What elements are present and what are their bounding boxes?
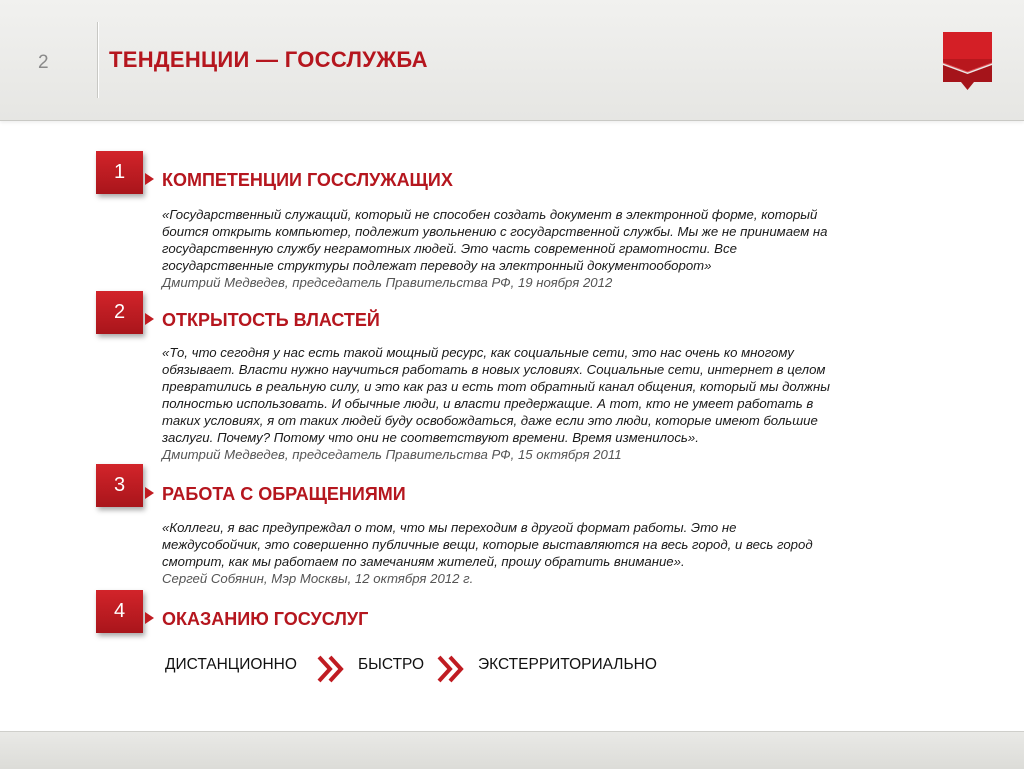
quote-line: превратились в реальную силу, и это как раз и есть тот обратный канал общения, который мы должны: [162, 379, 830, 394]
quote-line: государственные структуры подлежат переводу на электронный документооборот»: [162, 258, 712, 273]
double-chevron-right-icon: [316, 654, 348, 684]
quote-line: боится открыть компьютер, подлежит увольнению с государственной службы. Мы же не принимаем на: [162, 224, 828, 239]
section-number-badge-1: 1: [96, 151, 143, 194]
triangle-right-icon: [145, 612, 154, 624]
quote-line: «Государственный служащий, который не способен создать документ в электронной форме, который: [162, 207, 818, 222]
quote-line: полностью использовать. И обычные люди, и власти предержащие. А тот, кто не умеет работать в: [162, 396, 814, 411]
double-chevron-right-icon: [436, 654, 468, 684]
quote-block-3: [162, 519, 892, 587]
slide-title: ТЕНДЕНЦИИ — ГОССЛУЖБА: [109, 47, 428, 72]
quote-block-1: [162, 206, 892, 291]
section-title-1: КОМПЕТЕНЦИИ ГОССЛУЖАЩИХ: [162, 170, 453, 190]
quote-source: Сергей Собянин, Мэр Москвы, 12 октября 2012 г.: [162, 571, 474, 586]
quote-source: Дмитрий Медведев, председатель Правительства РФ, 19 ноября 2012: [162, 275, 613, 290]
section-number-badge-2: 2: [96, 291, 143, 334]
section-title-3: РАБОТА С ОБРАЩЕНИЯМИ: [162, 484, 406, 504]
quote-source: Дмитрий Медведев, председатель Правительства РФ, 15 октября 2011: [162, 447, 622, 462]
header-divider: [97, 22, 98, 98]
quote-line: «Коллеги, я вас предупреждал о том, что мы переходим в другой формат работы. Это не: [162, 520, 737, 535]
quote-line: смотрит, как мы работаем по замечаниям жителей, прошу обратить внимание».: [162, 554, 685, 569]
quote-line: междусобойчик, это совершенно публичные вещи, которые выставляются на весь город, и весь город: [162, 537, 813, 552]
quote-line: государственную службу неграмотных людей. Это часть современной грамотности. Все: [162, 241, 737, 256]
service-item-fast: БЫСТРО: [358, 656, 425, 673]
service-item-remote: ДИСТАНЦИОННО: [165, 656, 297, 673]
quote-line: таких условиях, я от таких людей буду освобождаться, даже если это люди, которые имеют большие: [162, 413, 818, 428]
quote-line: «То, что сегодня у нас есть такой мощный ресурс, как социальные сети, это нас очень ко многому: [162, 345, 794, 360]
triangle-right-icon: [145, 487, 154, 499]
quote-block-2: [162, 344, 892, 463]
section-title-4: ОКАЗАНИЮ ГОСУСЛУГ: [162, 609, 369, 629]
triangle-right-icon: [145, 313, 154, 325]
slide-footer: [0, 731, 1024, 769]
service-item-extraterritorial: ЭКСТЕРРИТОРИАЛЬНО: [478, 656, 657, 673]
slide-number: 2: [38, 52, 49, 73]
section-title-2: ОТКРЫТОСТЬ ВЛАСТЕЙ: [162, 310, 380, 330]
section-number-badge-3: 3: [96, 464, 143, 507]
slide-header: [0, 0, 1024, 121]
section-number-badge-4: 4: [96, 590, 143, 633]
quote-line: обязывает. Власти нужно научиться работать в новых условиях. Социальные сети, интернет в целом: [162, 362, 826, 377]
triangle-right-icon: [145, 173, 154, 185]
red-shield-logo-icon: [943, 32, 992, 92]
quote-line: заслуги. Почему? Потому что они не соответствуют времени. Время изменилось».: [162, 430, 699, 445]
